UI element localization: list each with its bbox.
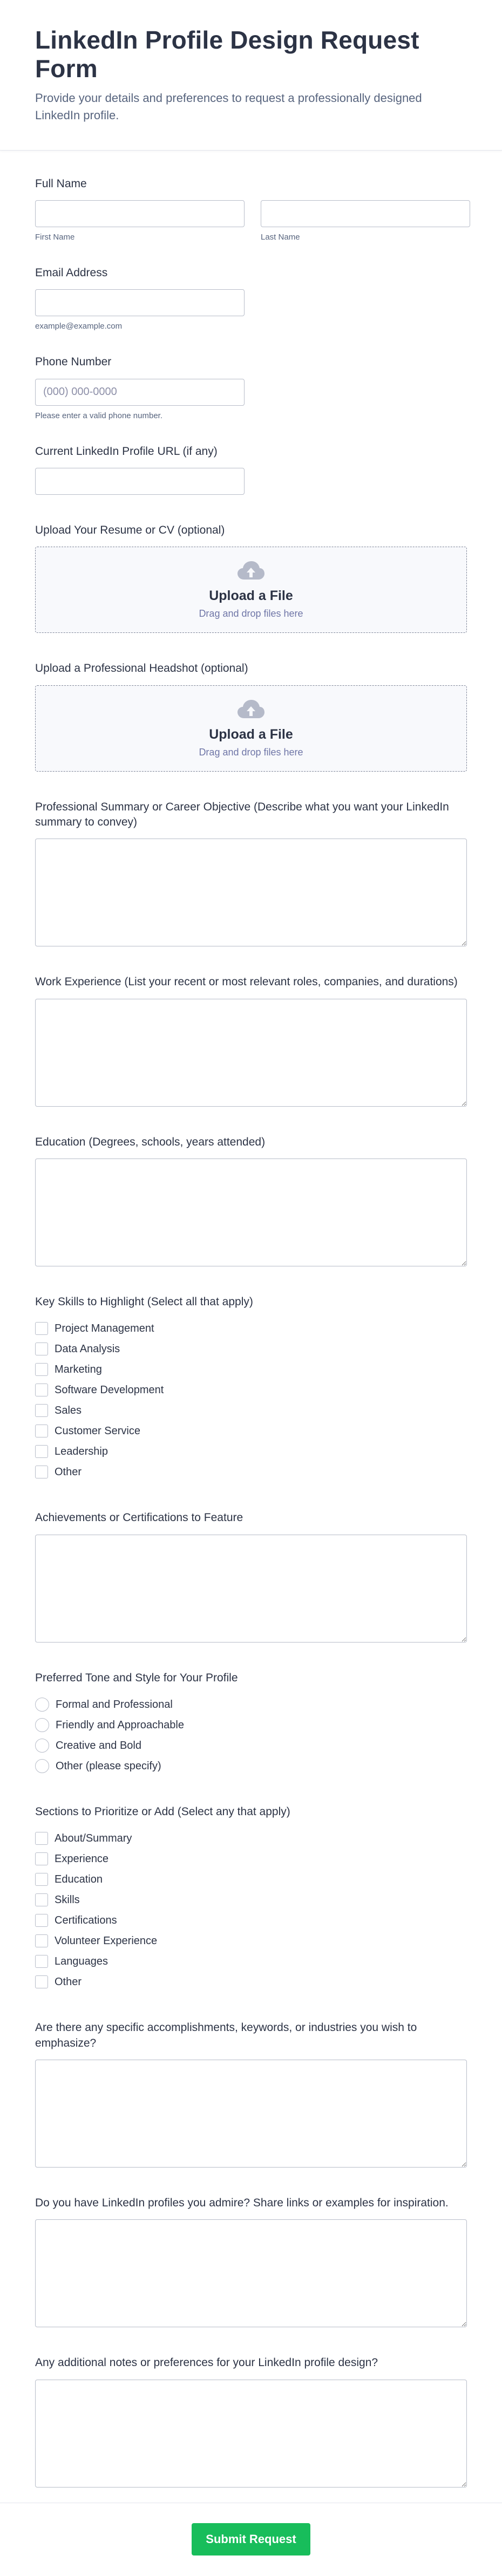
tone-field [35,1671,467,1776]
email-field [35,265,467,331]
radio-button[interactable] [35,1759,49,1773]
last-name-sublabel: Last Name [261,232,300,242]
checkbox[interactable] [35,1445,48,1458]
checkbox[interactable] [35,1466,48,1478]
skills-field [35,1294,467,1482]
headshot-upload-field [35,661,467,771]
skill-option[interactable] [35,1380,467,1400]
emphasize-textarea[interactable] [35,2060,467,2168]
skill-option[interactable] [35,1400,467,1421]
checkbox[interactable] [35,1852,48,1865]
first-name-sublabel: First Name [35,232,75,242]
checkbox[interactable] [35,1363,48,1376]
phone-field [35,355,467,420]
checkbox[interactable] [35,1342,48,1355]
skill-option[interactable] [35,1318,467,1339]
checkbox[interactable] [35,1893,48,1906]
skill-option[interactable] [35,1421,467,1441]
skill-option-label: Software Development [55,1384,164,1396]
section-option[interactable] [35,1972,467,1992]
admire-field [35,2196,467,2327]
linkedin-url-input[interactable] [35,468,245,495]
form-title: LinkedIn Profile Design Request Form [35,26,419,83]
skill-option[interactable] [35,1462,467,1482]
skill-option[interactable] [35,1359,467,1380]
resume-upload-label: Upload Your Resume or CV (optional) [35,523,225,536]
achievements-label: Achievements or Certifications to Feature [35,1511,243,1524]
email-label: Email Address [35,266,108,279]
tone-option-label: Friendly and Approachable [56,1719,184,1731]
form-footer [0,2503,502,2576]
section-option[interactable] [35,1869,467,1890]
section-option[interactable] [35,1910,467,1931]
notes-textarea[interactable] [35,2380,467,2488]
sections-field [35,1804,467,1992]
education-textarea[interactable] [35,1158,467,1266]
skill-option-label: Data Analysis [55,1342,120,1355]
phone-label: Phone Number [35,356,112,369]
phone-sublabel: Please enter a valid phone number. [35,411,162,420]
resume-dropzone[interactable] [35,547,467,633]
experience-textarea[interactable] [35,999,467,1107]
cloud-upload-icon [236,699,266,720]
summary-textarea[interactable] [35,839,467,946]
first-name-input[interactable] [35,200,245,227]
experience-field [35,974,467,1106]
checkbox[interactable] [35,1384,48,1396]
section-option-label: Education [55,1873,103,1885]
skills-label: Key Skills to Highlight (Select all that apply) [35,1296,253,1308]
admire-label: Do you have LinkedIn profiles you admire? Share links or examples for inspiration. [35,2197,449,2210]
section-option-label: Languages [55,1955,108,1967]
skill-option-label: Marketing [55,1363,102,1375]
education-field [35,1135,467,1266]
tone-label: Preferred Tone and Style for Your Profile [35,1671,238,1684]
form-subtitle: Provide your details and preferences to request a professionally designed LinkedIn profile. [35,91,422,122]
section-option[interactable] [35,1890,467,1910]
checkbox[interactable] [35,1975,48,1988]
section-option-label: Other [55,1975,82,1988]
skill-option-label: Project Management [55,1322,154,1334]
headshot-upload-hint: Drag and drop files here [199,746,303,758]
section-option[interactable] [35,1931,467,1951]
tone-option[interactable] [35,1694,467,1715]
last-name-input[interactable] [261,200,470,227]
checkbox[interactable] [35,1955,48,1968]
section-option-label: Certifications [55,1914,117,1926]
emphasize-label: Are there any specific accomplishments, keywords, or industries you wish to emphasize? [35,2021,417,2049]
section-option[interactable] [35,1849,467,1869]
section-option[interactable] [35,1828,467,1849]
checkbox[interactable] [35,1322,48,1335]
form-header [0,0,502,151]
skill-option-label: Leadership [55,1445,108,1457]
achievements-textarea[interactable] [35,1535,467,1643]
notes-label: Any additional notes or preferences for your LinkedIn profile design? [35,2356,378,2369]
experience-label: Work Experience (List your recent or most relevant roles, companies, and durations) [35,976,458,989]
summary-field [35,800,467,947]
admire-textarea[interactable] [35,2219,467,2327]
skill-option[interactable] [35,1441,467,1462]
tone-option[interactable] [35,1715,467,1735]
section-option-label: Volunteer Experience [55,1934,158,1947]
radio-button[interactable] [35,1698,49,1712]
form-body [0,151,502,2488]
section-option-label: About/Summary [55,1832,132,1844]
skill-option[interactable] [35,1339,467,1359]
headshot-dropzone[interactable] [35,685,467,772]
notes-field [35,2355,467,2487]
education-label: Education (Degrees, schools, years attended) [35,1135,266,1148]
checkbox[interactable] [35,1425,48,1437]
section-option[interactable] [35,1951,467,1972]
email-input[interactable] [35,289,245,316]
achievements-field [35,1510,467,1642]
radio-button[interactable] [35,1739,49,1753]
submit-button[interactable]: Submit Request [192,2523,310,2555]
tone-option-label: Other (please specify) [56,1760,161,1772]
resume-upload-title: Upload a File [209,588,293,604]
checkbox[interactable] [35,1832,48,1845]
full-name-label: Full Name [35,177,87,190]
emphasize-field [35,2020,467,2168]
summary-label: Professional Summary or Career Objective (Describe what you want your LinkedIn summary to convey) [35,800,449,828]
tone-option[interactable] [35,1735,467,1756]
linkedin-url-field [35,444,467,495]
checkbox[interactable] [35,1873,48,1886]
email-sublabel: example@example.com [35,322,123,331]
cloud-upload-icon [236,560,266,582]
tone-option-label: Formal and Professional [56,1698,173,1710]
skill-option-label: Sales [55,1404,82,1416]
checkbox[interactable] [35,1934,48,1947]
headshot-upload-label: Upload a Professional Headshot (optional) [35,662,248,675]
tone-option[interactable] [35,1756,467,1776]
full-name-field [35,176,467,242]
headshot-upload-title: Upload a File [209,726,293,742]
resume-upload-hint: Drag and drop files here [199,608,303,619]
checkbox[interactable] [35,1914,48,1927]
tone-option-label: Creative and Bold [56,1739,141,1752]
section-option-label: Experience [55,1852,109,1865]
skill-option-label: Other [55,1466,82,1478]
skill-option-label: Customer Service [55,1425,140,1437]
checkbox[interactable] [35,1404,48,1417]
phone-input[interactable] [35,379,245,406]
linkedin-url-label: Current LinkedIn Profile URL (if any) [35,445,218,458]
resume-upload-field [35,523,467,633]
sections-label: Sections to Prioritize or Add (Select any that apply) [35,1805,290,1818]
section-option-label: Skills [55,1893,80,1906]
radio-button[interactable] [35,1718,49,1732]
